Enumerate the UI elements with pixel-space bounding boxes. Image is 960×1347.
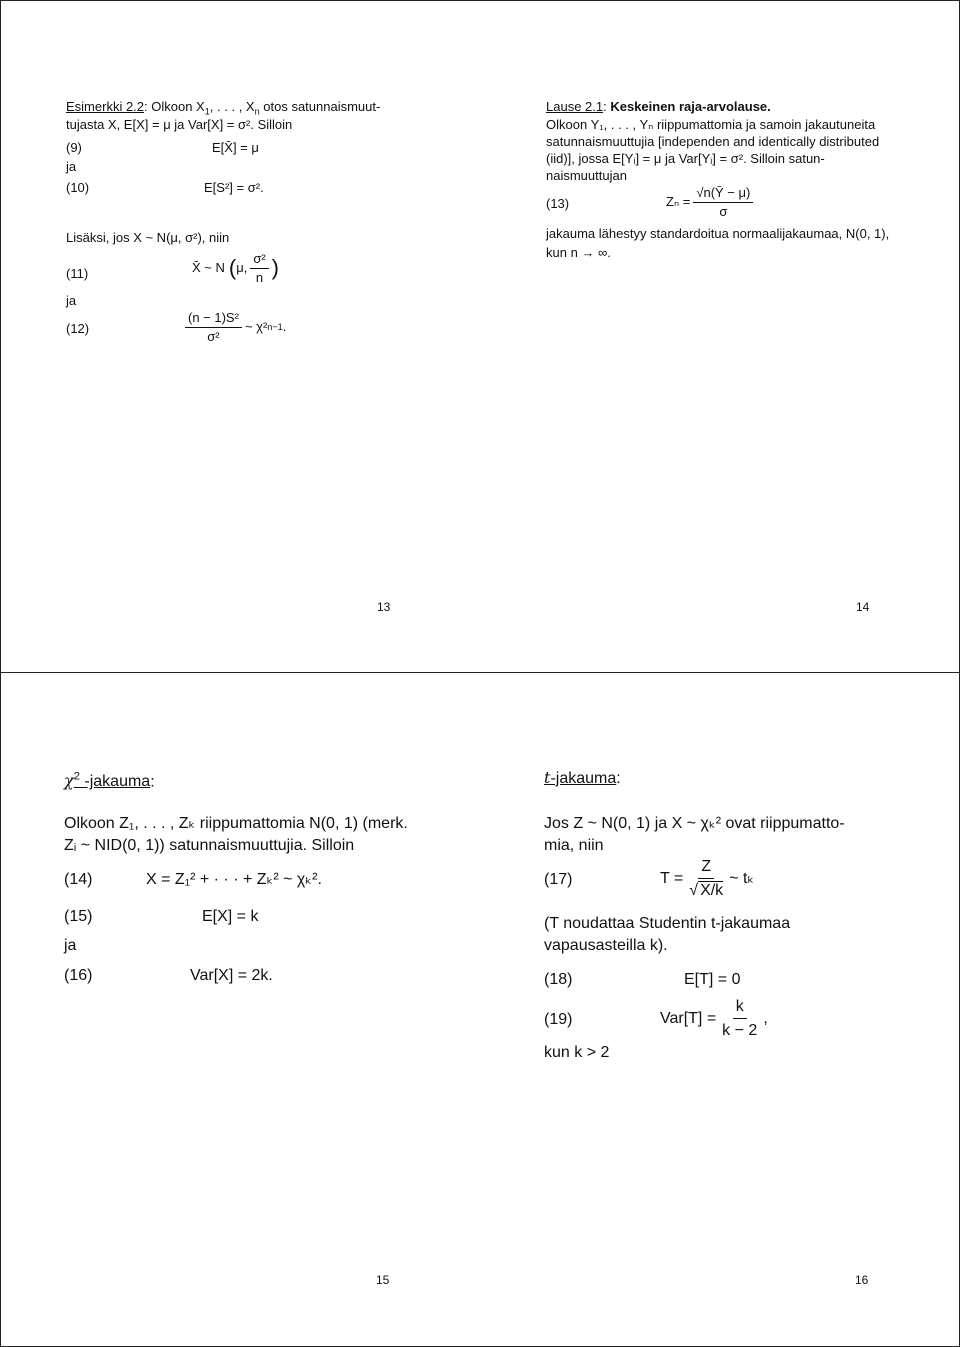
chi-sup: 2	[73, 771, 80, 783]
chi-heading	[64, 766, 155, 793]
eq15-label: (15)	[64, 908, 93, 925]
eq14: X = Z₁² + · · · + Zₖ² ~ χₖ².	[146, 871, 322, 888]
eq13-lhs: Zₙ =	[666, 194, 691, 209]
theorem-line-2: satunnaismuuttujia [independen and identically distributed	[546, 134, 880, 149]
theorem-label: Lause 2.1	[546, 99, 604, 114]
eq12-sub: n−1	[267, 322, 283, 332]
eq11	[192, 248, 279, 288]
eq12-denominator: σ²	[207, 328, 220, 344]
page-number-16: 16	[855, 1273, 869, 1287]
eq19-label: (19)	[544, 1011, 573, 1028]
t-note-1: (T noudattaa Studentin t-jakaumaa	[544, 915, 791, 932]
eq9: E[X̄] = μ	[212, 140, 259, 155]
sqrt-icon: √	[689, 881, 699, 899]
eq17-rhs: ~ tₖ	[729, 869, 755, 887]
eq19-lhs: Var[T] =	[660, 1009, 717, 1027]
eq11-numerator: σ²	[250, 250, 268, 269]
eq13-numerator	[693, 184, 753, 203]
eq11-fraction	[250, 250, 268, 287]
example-intro-subn: n	[254, 106, 260, 117]
eq10-label: (10)	[66, 180, 90, 195]
eq18: E[T] = 0	[684, 971, 741, 988]
t-line-2: mia, niin	[544, 837, 604, 854]
chi-line-2: Zᵢ ~ NID(0, 1)) satunnaismuuttujia. Silloin	[64, 837, 355, 854]
t-heading-label	[544, 770, 616, 787]
eq18-label: (18)	[544, 971, 573, 988]
chi-symbol: χ	[64, 771, 74, 791]
t-heading-colon: :	[616, 770, 621, 787]
eq16-label: (16)	[64, 967, 93, 984]
eq19-denominator: k − 2	[722, 1021, 758, 1039]
chi-line-1: Olkoon Z₁, . . . , Zₖ riippumattomia N(0, 1) (merk.	[64, 815, 408, 832]
eq12-rhs: ~ χ²	[244, 319, 268, 334]
page-number-13: 13	[377, 600, 391, 614]
eq12-numerator: (n − 1)S²	[185, 309, 242, 328]
eq17	[660, 850, 754, 906]
sqrt-icon: √	[696, 184, 704, 200]
ja-text-2: ja	[66, 293, 77, 308]
eq9-label: (9)	[66, 140, 82, 155]
example-intro-sub1: 1	[204, 106, 210, 117]
example-intro-b: , . . . , X	[209, 99, 255, 114]
example-line-2: tujasta X, E[X] = μ ja Var[X] = σ². Silloin	[66, 117, 293, 132]
eq19-numerator: k	[733, 995, 747, 1019]
slide-14	[480, 0, 960, 672]
eq13-denominator: σ	[719, 203, 728, 219]
eq11-paren-open: (	[228, 255, 237, 280]
eq17-numerator: Z	[698, 855, 714, 879]
lisaksi-text: Lisäksi, jos X ~ N(μ, σ²), niin	[66, 230, 230, 245]
slide-13	[0, 0, 480, 672]
slide-16	[480, 672, 960, 1347]
ja-text-1: ja	[66, 159, 77, 174]
page-number-15: 15	[376, 1273, 390, 1287]
t-condition: kun k > 2	[544, 1044, 610, 1061]
theorem-colon: :	[603, 99, 611, 114]
example-intro-c: otos satunnaismuut-	[259, 99, 381, 114]
eq17-fraction	[686, 855, 726, 902]
t-heading	[544, 766, 621, 790]
chi-heading-label	[64, 773, 150, 790]
t-note-2: vapausasteilla k).	[544, 937, 668, 954]
eq15: E[X] = k	[202, 908, 259, 925]
eq13	[666, 180, 756, 224]
theorem-after-2: kun n → ∞.	[546, 245, 611, 260]
eq14-label: (14)	[64, 871, 93, 888]
eq17-denominator	[686, 879, 726, 902]
eq12-fraction	[185, 309, 242, 346]
example-intro-a: : Olkoon X	[144, 99, 205, 114]
eq17-lhs: T =	[660, 869, 684, 887]
t-heading-text: -jakauma	[550, 770, 617, 787]
eq17-denominator-text: X/k	[700, 881, 724, 899]
eq10: E[S²] = σ².	[204, 180, 264, 195]
eq11-denominator: n	[255, 269, 264, 285]
eq19	[660, 992, 768, 1044]
eq16: Var[X] = 2k.	[190, 967, 273, 984]
theorem-after-1: jakauma lähestyy standardoitua normaalijakaumaa, N(0, 1),	[546, 226, 890, 241]
ja-text-3: ja	[64, 937, 77, 954]
eq17-label: (17)	[544, 871, 573, 888]
eq19-tail: ,	[763, 1009, 768, 1027]
chi-heading-text: -jakauma	[79, 773, 151, 791]
eq11-mu: μ,	[236, 260, 248, 275]
eq11-label: (11)	[66, 266, 89, 281]
eq13-fraction	[693, 184, 753, 221]
t-symbol: t	[544, 768, 551, 787]
eq11-lhs: X̄ ~ N	[192, 260, 225, 275]
eq13-label: (13)	[546, 196, 570, 211]
t-line-1: Jos Z ~ N(0, 1) ja X ~ χₖ² ovat riippumatto-	[544, 815, 845, 832]
eq19-fraction	[719, 995, 760, 1042]
eq12-tail: .	[282, 319, 287, 334]
eq12-label: (12)	[66, 321, 90, 336]
eq11-paren-close: )	[271, 255, 279, 280]
theorem-line-4: naismuuttujan	[546, 168, 627, 183]
theorem-line-1: Olkoon Y₁, . . . , Yₙ riippumattomia ja samoin jakautuneita	[546, 117, 876, 132]
theorem-title: Keskeinen raja-arvolause.	[610, 99, 771, 114]
example-label: Esimerkki 2.2	[66, 99, 145, 114]
page-number-14: 14	[856, 600, 870, 614]
eq12	[182, 305, 286, 349]
theorem-heading	[546, 98, 771, 116]
eq13-numerator-text: n(Ȳ − μ)	[703, 184, 751, 200]
slide-15	[0, 672, 480, 1347]
chi-heading-colon: :	[150, 773, 155, 791]
theorem-line-3: (iid)], jossa E[Yᵢ] = μ ja Var[Yᵢ] = σ². Silloin satun-	[546, 151, 825, 166]
